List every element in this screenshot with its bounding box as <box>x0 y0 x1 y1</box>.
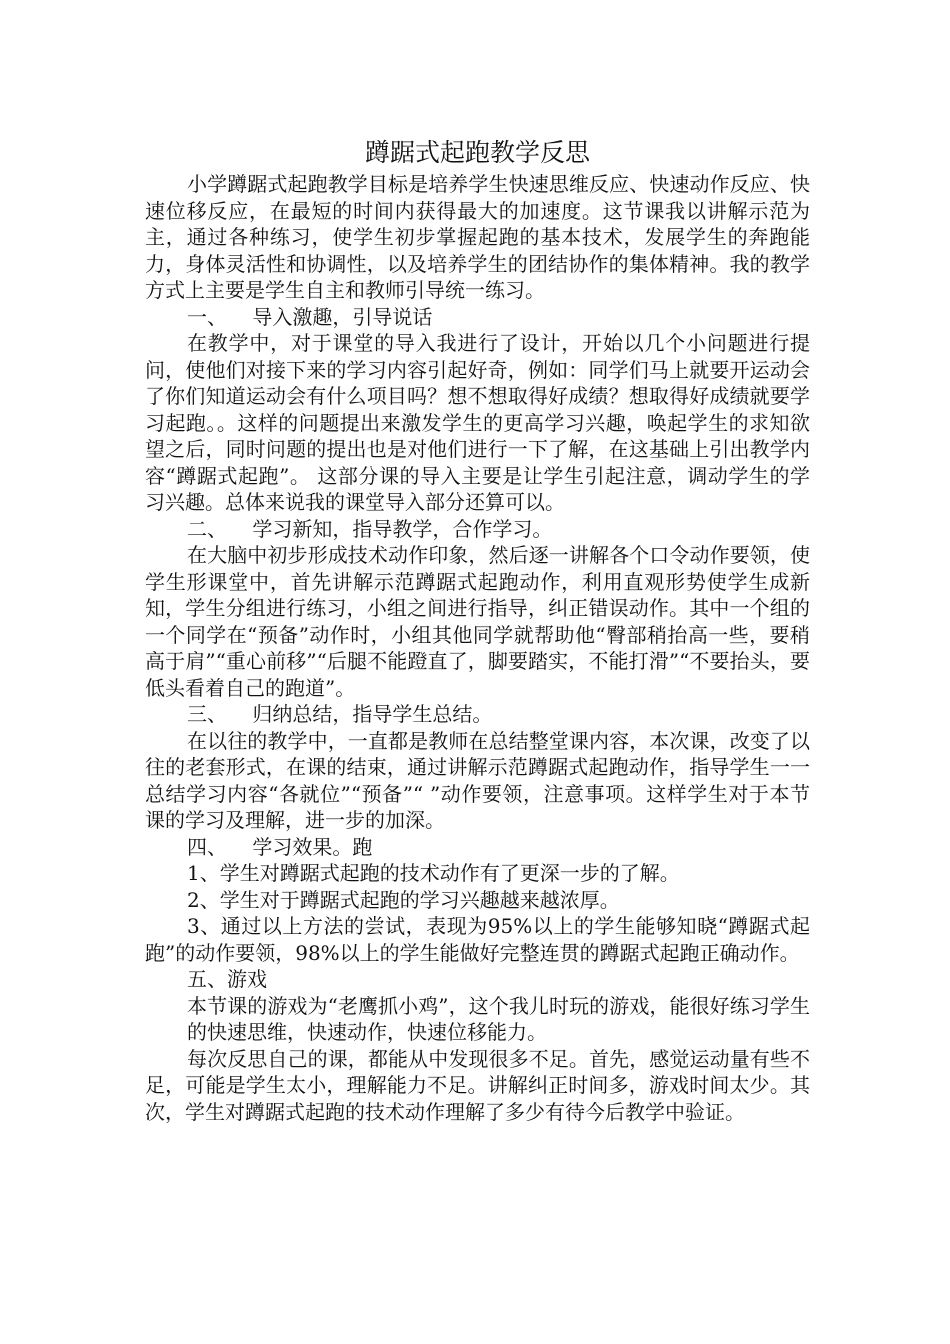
document-title: 蹲踞式起跑教学反思 <box>364 138 590 167</box>
section-4-item-3: 3、通过以上方法的尝试，表现为95%以上的学生能够知晓“蹲踞式起跑”的动作要领，98%以上的学生能做好完整连贯的蹲踞式起跑正确动作。 <box>145 914 810 965</box>
section-5-heading: 五、游戏 <box>187 967 267 991</box>
section-2-heading: 二、 学习新知，指导教学，合作学习。 <box>187 516 553 541</box>
document-body <box>145 138 810 1125</box>
section-4-item-2: 2、学生对于蹲踞式起跑的学习兴趣越来越浓厚。 <box>187 887 620 912</box>
section-2-paragraph: 在大脑中初步形成技术动作印象，然后逐一讲解各个口令动作要领，使学生形课堂中，首先讲解示范蹲踞式起跑动作，利用直观形势使学生成新知，学生分组进行练习，小组之间进行指导，纠正错误动作。其中一个组的一个同学在“预备”动作时，小组其他同学就帮助他“臀部稍抬高一些，要稍高于肩”“重心前移”“后腿不能蹬直了，脚要踏实，不能打滑”“不要抬头，要低头看着自己的跑道”。 <box>145 543 810 700</box>
section-4-heading: 四、 学习效果。跑 <box>187 834 373 859</box>
intro-paragraph: 小学蹲踞式起跑教学目标是培养学生快速思维反应、快速动作反应、快速位移反应，在最短的时间内获得最大的加速度。这节课我以讲解示范为主，通过各种练习，使学生初步掌握起跑的基本技术，发展学生的奔跑能力，身体灵活性和协调性，以及培养学生的团结协作的集体精神。我的教学方式上主要是学生自主和教师引导统一练习。 <box>145 172 810 302</box>
section-3-paragraph: 在以往的教学中，一直都是教师在总结整堂课内容，本次课，改变了以往的老套形式，在课的结束，通过讲解示范蹲踞式起跑动作，指导学生一一总结学习内容“各就位”“预备”“ ”动作要领，注意事项。这样学生对于本节课的学习及理解，进一步的加深。 <box>145 728 810 832</box>
section-5-paragraph: 本节课的游戏为“老鹰抓小鸡”，这个我儿时玩的游戏，能很好练习学生的快速思维，快速动作，快速位移能力。 <box>187 993 810 1044</box>
section-3-heading: 三、 归纳总结，指导学生总结。 <box>187 702 493 726</box>
section-1-heading: 一、 导入激趣，引导说话 <box>187 304 433 329</box>
conclusion-paragraph: 每次反思自己的课，都能从中发现很多不足。首先，感觉运动量有些不足，可能是学生太小，理解能力不足。讲解纠正时间多，游戏时间太少。其次，学生对蹲踞式起跑的技术动作理解了多少有待今后教学中验证。 <box>145 1046 810 1124</box>
section-1-paragraph: 在教学中，对于课堂的导入我进行了设计，开始以几个小问题进行提问，使他们对接下来的学习内容引起好奇，例如：同学们马上就要开运动会了你们知道运动会有什么项目吗？想不想取得好成绩？想取得好成绩就要学习起跑。。这样的问题提出来激发学生的更高学习兴趣，唤起学生的求知欲望之后，同时问题的提出也是对他们进行一下了解，在这基础上引出教学内容“蹲踞式起跑”。 这部分课的导入主要是让学生引起注意，调动学生的学习兴趣。总体来说我的课堂导入部分还算可以。 <box>145 331 810 514</box>
section-4-item-1: 1、学生对蹲踞式起跑的技术动作有了更深一步的了解。 <box>187 861 680 885</box>
